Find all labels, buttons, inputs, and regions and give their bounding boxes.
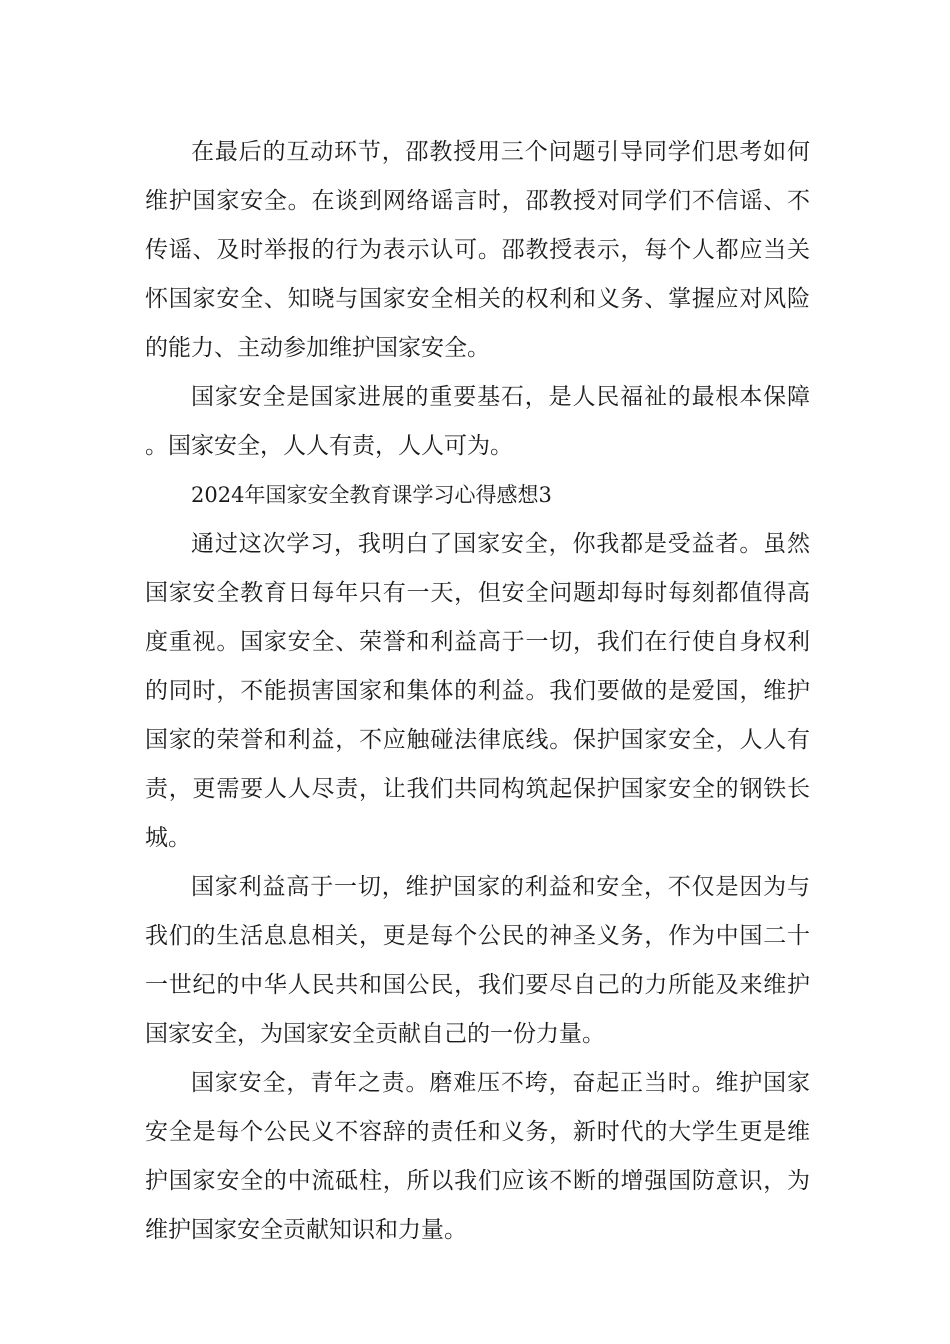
section-heading: 2024年国家安全教育课学习心得感想3 [191, 483, 552, 507]
document-body [145, 128, 810, 1255]
paragraph: 国家利益高于一切，维护国家的利益和安全，不仅是因为与我们的生活息息相关，更是每个公民的神圣义务，作为中国二十一世纪的中华人民共和国公民，我们要尽自己的力所能及来维护国家安全，为国家安全贡献自己的一份力量。 [145, 874, 810, 1047]
paragraph: 国家安全，青年之责。磨难压不垮，奋起正当时。维护国家安全是每个公民义不容辞的责任和义务，新时代的大学生更是维护国家安全的中流砥柱，所以我们应该不断的增强国防意识，为维护国家安全贡献知识和力量。 [145, 1070, 810, 1243]
paragraph: 通过这次学习，我明白了国家安全，你我都是受益者。虽然国家安全教育日每年只有一天，但安全问题却每时每刻都值得高度重视。国家安全、荣誉和利益高于一切，我们在行使自身权利的同时，不能损害国家和集体的利益。我们要做的是爱国，维护国家的荣誉和利益，不应触碰法律底线。保护国家安全，人人有责，更需要人人尽责，让我们共同构筑起保护国家安全的钢铁长城。 [145, 531, 810, 851]
paragraph: 在最后的互动环节，邵教授用三个问题引导同学们思考如何维护国家安全。在谈到网络谣言时，邵教授对同学们不信谣、不传谣、及时举报的行为表示认可。邵教授表示，每个人都应当关怀国家安全、知晓与国家安全相关的权利和义务、掌握应对风险的能力、主动参加维护国家安全。 [145, 139, 810, 361]
paragraph: 国家安全是国家进展的重要基石，是人民福祉的最根本保障。国家安全，人人有责，人人可为。 [145, 384, 810, 459]
